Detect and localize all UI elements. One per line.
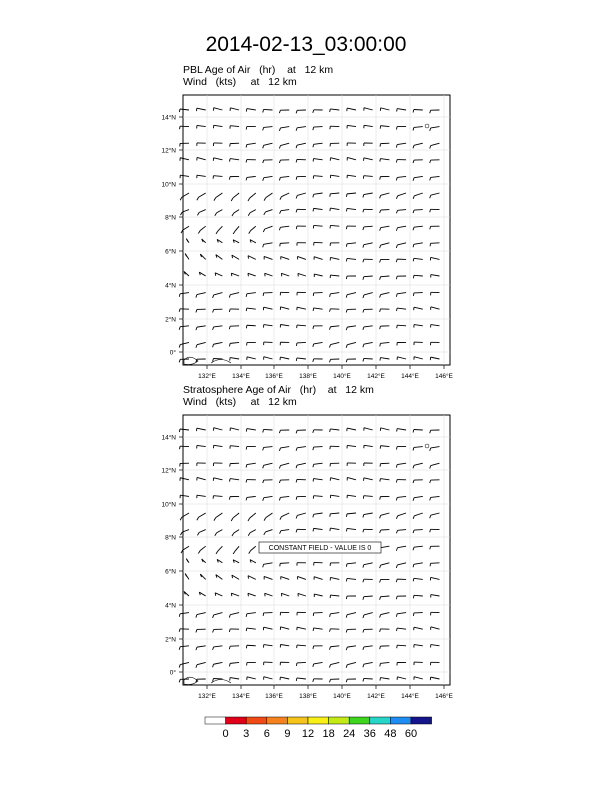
colorbar-swatch [267,717,288,724]
x-tick-label: 136°E [265,373,283,380]
x-tick-label: 138°E [299,693,317,700]
colorbar-label: 3 [243,728,250,740]
y-tick-label: 2°N [165,316,176,324]
colorbar-label: 24 [343,728,356,740]
page-title: 2014-02-13_03:00:00 [205,33,407,56]
x-tick-label: 136°E [265,693,283,700]
map-panel-1 [161,95,453,380]
panel2-subtitle-wind: Wind (kts) at 12 km [183,396,297,408]
y-tick-label: 14°N [161,434,176,442]
colorbar-swatch [390,717,411,724]
y-tick-label: 14°N [161,114,176,122]
y-tick-label: 0° [169,669,176,677]
colorbar-label: 48 [384,728,397,740]
panel2-subtitle-field: Stratosphere Age of Air (hr) at 12 km [183,384,374,396]
colorbar-label: 36 [363,728,376,740]
x-tick-label: 132°E [198,693,216,700]
y-tick-label: 10°N [161,181,176,189]
x-tick-label: 142°E [367,693,385,700]
y-tick-label: 0° [169,349,176,357]
y-tick-label: 4°N [165,602,176,610]
x-tick-label: 138°E [299,373,317,380]
colorbar [205,717,432,740]
colorbar-swatch [411,717,432,724]
colorbar-swatch [349,717,370,724]
colorbar-label: 18 [322,728,335,740]
y-tick-label: 2°N [165,636,176,644]
colorbar-label: 6 [263,728,270,740]
colorbar-label: 9 [284,728,291,740]
x-tick-label: 140°E [333,693,351,700]
panel1-subtitle-field: PBL Age of Air (hr) at 12 km [183,64,334,76]
colorbar-label: 12 [301,728,315,740]
colorbar-swatch [370,717,391,724]
y-tick-label: 6°N [165,568,176,576]
colorbar-swatch [329,717,350,724]
panel1-subtitle-wind: Wind (kts) at 12 km [183,76,297,88]
x-tick-label: 132°E [198,373,216,380]
colorbar-swatch [205,717,226,724]
colorbar-swatch [308,717,329,724]
colorbar-label: 0 [222,728,229,740]
y-tick-label: 12°N [161,467,176,475]
x-tick-label: 146°E [435,373,453,380]
colorbar-label: 60 [404,728,418,740]
y-tick-label: 12°N [161,147,176,155]
constant-field-label: CONSTANT FIELD - VALUE IS 0 [268,545,372,552]
x-tick-label: 134°E [232,373,250,380]
y-tick-label: 6°N [165,248,176,256]
map-panel-2 [161,415,453,700]
y-tick-label: 8°N [165,214,176,222]
x-tick-label: 134°E [232,693,250,700]
x-tick-label: 140°E [333,373,351,380]
y-tick-label: 4°N [165,282,176,290]
y-tick-label: 10°N [161,501,176,509]
colorbar-swatch [226,717,247,724]
x-tick-label: 142°E [367,373,385,380]
colorbar-swatch [287,717,308,724]
x-tick-label: 144°E [401,693,419,700]
x-tick-label: 144°E [401,373,419,380]
colorbar-swatch [246,717,267,724]
y-tick-label: 8°N [165,534,176,542]
x-tick-label: 146°E [435,693,453,700]
